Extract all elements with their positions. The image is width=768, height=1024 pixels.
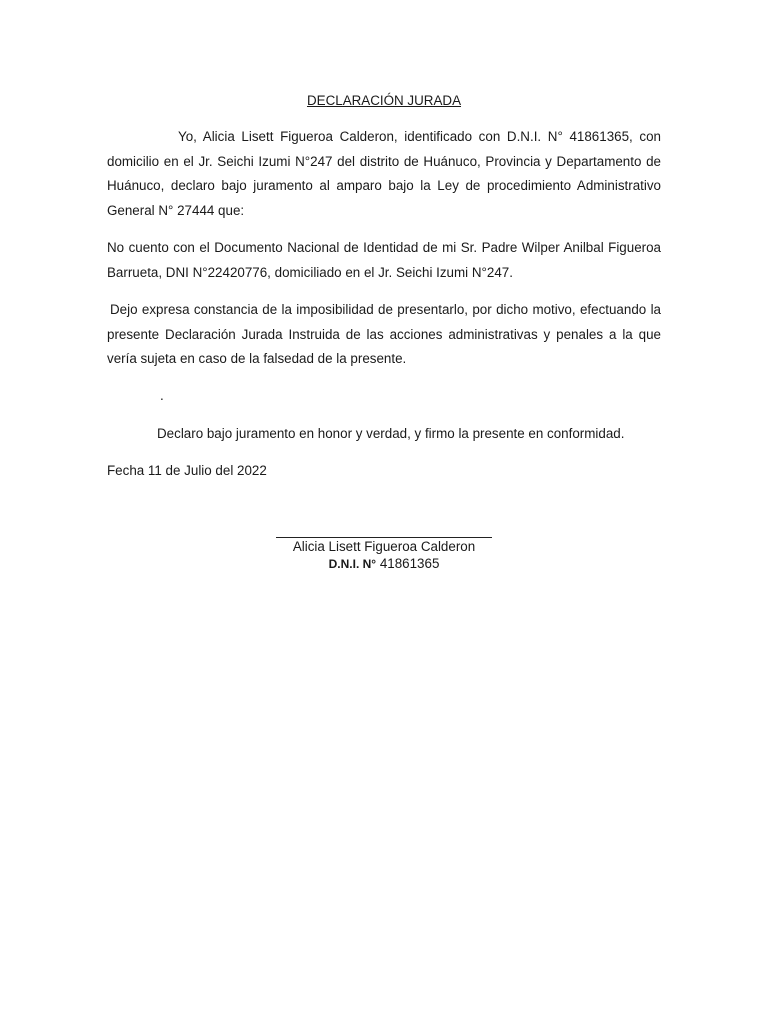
document-title: DECLARACIÓN JURADA (306, 93, 462, 108)
oath-statement: Declaro bajo juramento en honor y verdad, y firmo la presente en conformidad. (157, 426, 625, 441)
paragraph-missing-dni: No cuento con el Documento Nacional de Identidad de mi Sr. Padre Wilper Anilbal Figueroa Barrueta, DNI N°22420776, domiciliado en el Jr. Seichi Izumi N°247. (107, 240, 661, 280)
signer-name: Alicia Lisett Figueroa Calderon (292, 539, 476, 554)
stray-dot: . (160, 388, 164, 403)
paragraph-constancy: Dejo expresa constancia de la imposibilidad de presentarlo, por dicho motivo, efectuando la presente Declaración Jurada Instruida de las acciones administrativas y penales a la que vería sujeta en caso de la falsedad de la presente. (107, 302, 661, 366)
signer-dni-label: D.N.I. N° (328, 557, 377, 571)
signer-dni (0, 555, 768, 573)
paragraph-declarant: Yo, Alicia Lisett Figueroa Calderon, identificado con D.N.I. N° 41861365, con domicilio en el Jr. Seichi Izumi N°247 del distrito de Huánuco, Provincia y Departamento de Huánuco, declaro bajo juramento al amparo bajo la Ley de procedimiento Administrativo General N° 27444 que: (107, 129, 661, 218)
signer-dni-number: 41861365 (379, 556, 440, 571)
document-date: Fecha 11 de Julio del 2022 (107, 463, 267, 478)
